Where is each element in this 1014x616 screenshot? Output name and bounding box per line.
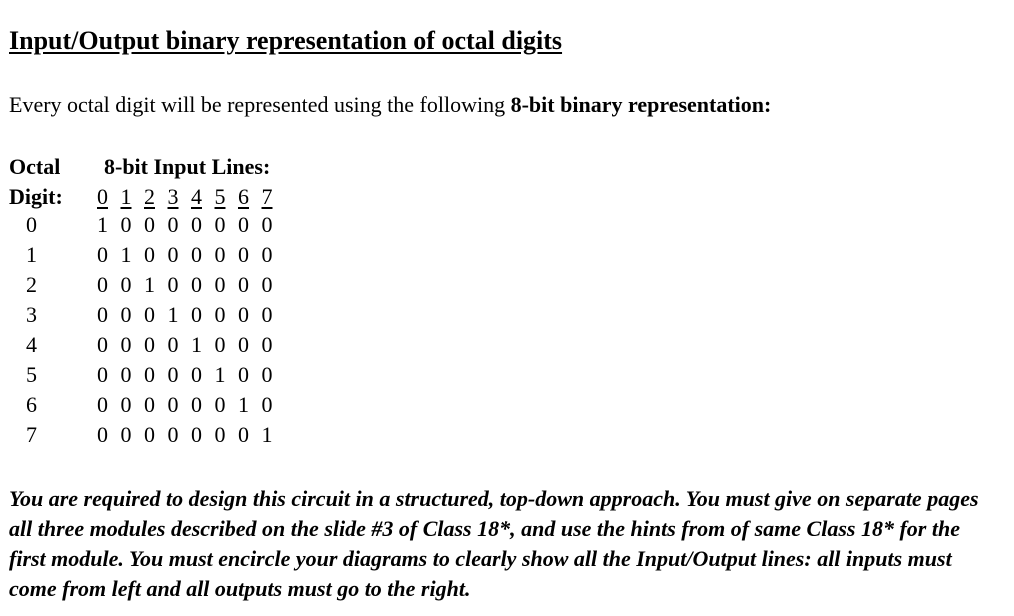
bit-cell: 0 xyxy=(120,302,132,327)
bit-cell: 0 xyxy=(238,212,249,237)
bit-pattern xyxy=(97,272,285,298)
bit-cell: 1 xyxy=(214,362,226,387)
bit-cell: 0 xyxy=(261,392,273,417)
column-label: 5 xyxy=(214,184,226,209)
octal-digit: 2 xyxy=(26,272,37,297)
bit-cell: 1 xyxy=(261,422,273,447)
octal-digit: 6 xyxy=(26,392,37,417)
header-input-lines: 8-bit Input Lines: xyxy=(104,154,271,179)
bit-cell: 0 xyxy=(238,272,249,297)
bit-cell: 1 xyxy=(167,302,179,327)
bit-cell: 0 xyxy=(167,212,179,237)
bit-cell: 0 xyxy=(167,422,179,447)
intro-prefix: Every octal digit will be represented using the following xyxy=(9,92,511,117)
header-octal: Octal xyxy=(9,154,61,179)
bit-cell: 1 xyxy=(238,392,249,417)
bit-cell: 0 xyxy=(238,422,249,447)
bit-cell: 0 xyxy=(144,302,155,327)
bit-cell: 0 xyxy=(120,362,132,387)
bit-cell: 0 xyxy=(97,392,108,417)
bit-cell: 0 xyxy=(167,242,179,267)
bit-pattern xyxy=(97,242,285,268)
column-label: 2 xyxy=(144,184,155,209)
bit-pattern xyxy=(97,332,285,358)
octal-digit: 3 xyxy=(26,302,37,327)
bit-cell: 0 xyxy=(144,212,155,237)
bit-cell: 0 xyxy=(144,362,155,387)
bit-cell: 0 xyxy=(261,272,273,297)
bit-cell: 0 xyxy=(144,332,155,357)
column-label: 3 xyxy=(167,184,179,209)
bit-cell: 0 xyxy=(120,272,132,297)
bit-cell: 0 xyxy=(144,242,155,267)
bit-pattern xyxy=(97,392,285,418)
octal-digit: 0 xyxy=(26,212,37,237)
octal-digit: 1 xyxy=(26,242,37,267)
bit-cell: 0 xyxy=(191,362,202,387)
bit-cell: 0 xyxy=(167,332,179,357)
bit-cell: 0 xyxy=(191,212,202,237)
bit-cell: 0 xyxy=(261,332,273,357)
bit-cell: 0 xyxy=(238,242,249,267)
column-label: 1 xyxy=(120,184,132,209)
bit-cell: 0 xyxy=(97,422,108,447)
bit-cell: 0 xyxy=(261,362,273,387)
bit-cell: 0 xyxy=(97,302,108,327)
bit-cell: 0 xyxy=(238,362,249,387)
column-labels xyxy=(97,184,285,210)
column-label: 6 xyxy=(238,184,249,209)
bit-cell: 0 xyxy=(191,242,202,267)
bit-cell: 0 xyxy=(191,422,202,447)
instructions-note: You are required to design this circuit in a structured, top-down approach. You must give on separate pages all three modules described on the slide #3 of Class 18*, and use the hints from of same Class 18* for the first module. You must encircle your diagrams to clearly show all the Input/Output lines: all inputs must come from left and all outputs must go to the right. xyxy=(9,486,979,601)
bit-cell: 0 xyxy=(238,332,249,357)
bit-cell: 0 xyxy=(191,302,202,327)
bit-pattern xyxy=(97,422,285,448)
bit-cell: 0 xyxy=(97,362,108,387)
header-digit: Digit: xyxy=(9,184,63,209)
bit-cell: 0 xyxy=(214,242,226,267)
column-label: 0 xyxy=(97,184,108,209)
bit-cell: 1 xyxy=(144,272,155,297)
bit-cell: 0 xyxy=(97,332,108,357)
bit-cell: 0 xyxy=(261,242,273,267)
bit-cell: 0 xyxy=(214,212,226,237)
bit-cell: 0 xyxy=(191,392,202,417)
column-label: 4 xyxy=(191,184,202,209)
bit-cell: 0 xyxy=(144,422,155,447)
bit-pattern xyxy=(97,212,285,238)
bit-cell: 0 xyxy=(214,332,226,357)
bit-cell: 0 xyxy=(167,362,179,387)
intro-bold: 8-bit binary representation: xyxy=(510,92,772,117)
bit-cell: 0 xyxy=(97,272,108,297)
bit-cell: 1 xyxy=(191,332,202,357)
bit-cell: 0 xyxy=(261,212,273,237)
bit-cell: 0 xyxy=(167,272,179,297)
octal-digit: 5 xyxy=(26,362,37,387)
bit-pattern xyxy=(97,362,285,388)
bit-cell: 0 xyxy=(167,392,179,417)
bit-cell: 0 xyxy=(120,422,132,447)
bit-cell: 0 xyxy=(214,392,226,417)
bit-cell: 0 xyxy=(120,392,132,417)
bit-cell: 0 xyxy=(144,392,155,417)
bit-cell: 1 xyxy=(97,212,108,237)
intro-text xyxy=(9,92,771,118)
bit-cell: 0 xyxy=(120,212,132,237)
column-label: 7 xyxy=(261,184,273,209)
bit-cell: 0 xyxy=(191,272,202,297)
page-title: Input/Output binary representation of octal digits xyxy=(9,26,563,55)
bit-cell: 0 xyxy=(238,302,249,327)
bit-cell: 0 xyxy=(120,332,132,357)
bit-cell: 1 xyxy=(120,242,132,267)
bit-cell: 0 xyxy=(261,302,273,327)
bit-cell: 0 xyxy=(214,272,226,297)
bit-pattern xyxy=(97,302,285,328)
bit-cell: 0 xyxy=(214,422,226,447)
bit-cell: 0 xyxy=(97,242,108,267)
octal-digit: 4 xyxy=(26,332,37,357)
bit-cell: 0 xyxy=(214,302,226,327)
octal-digit: 7 xyxy=(26,422,37,447)
